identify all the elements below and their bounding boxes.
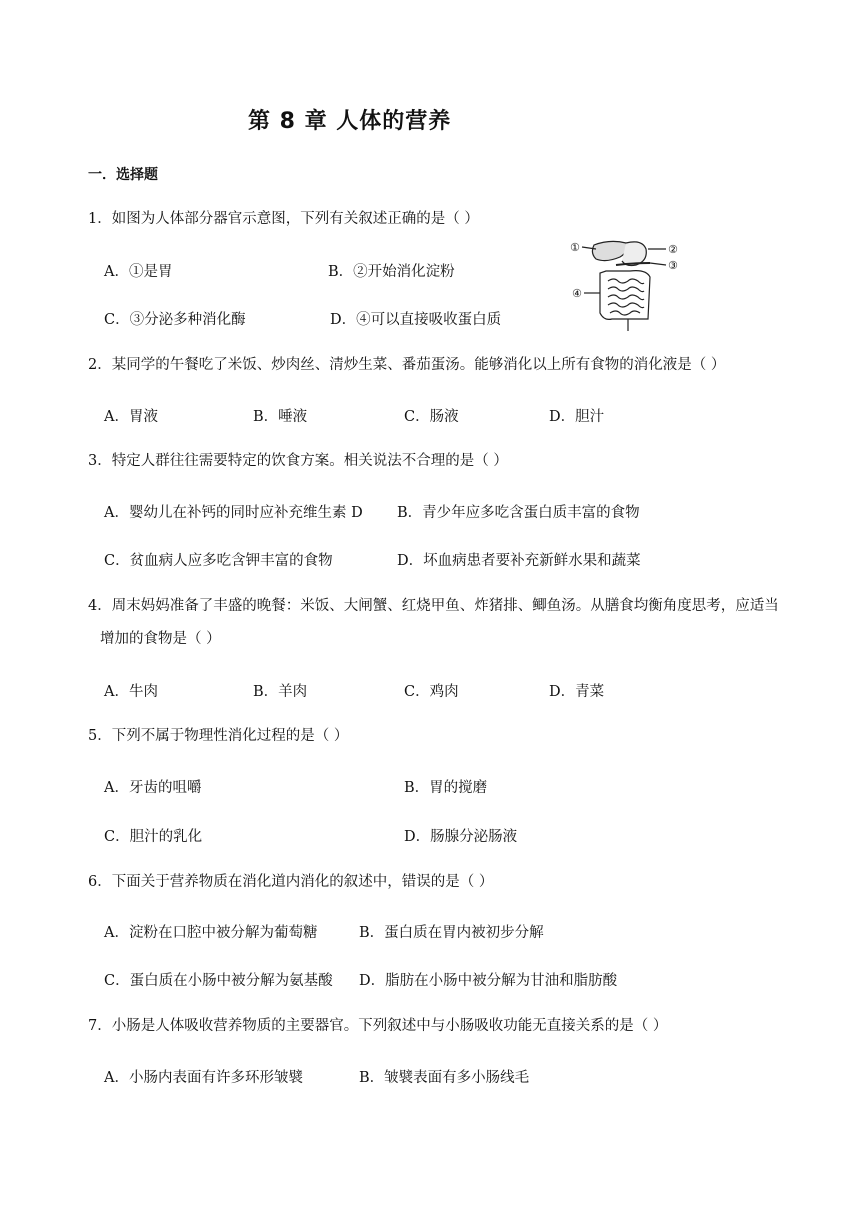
question-4-option-b[interactable]: B．羊肉 [253, 684, 308, 700]
question-7-option-b[interactable]: B．皱襞表面有多小肠线毛 [359, 1070, 530, 1086]
question-5-option-a[interactable]: A．牙齿的咀嚼 [104, 780, 202, 796]
question-4-option-a[interactable]: A．牛肉 [104, 684, 158, 700]
question-3-option-d[interactable]: D．坏血病患者要补充新鲜水果和蔬菜 [397, 553, 641, 569]
question-1-option-a[interactable]: A．①是胃 [104, 264, 173, 280]
page-title: 第 8 章 人体的营养 [248, 109, 452, 134]
question-3-option-b[interactable]: B．青少年应多吃含蛋白质丰富的食物 [397, 505, 640, 521]
question-7-option-a[interactable]: A．小肠内表面有许多环形皱襞 [104, 1070, 303, 1086]
question-2-stem: 2．某同学的午餐吃了米饭、炒肉丝、清炒生菜、番茄蛋汤。能够消化以上所有食物的消化液是（ ） [88, 357, 726, 373]
figure-label-4: ④ [572, 287, 582, 300]
question-7-stem: 7．小肠是人体吸收营养物质的主要器官。下列叙述中与小肠吸收功能无直接关系的是（ ） [88, 1018, 668, 1034]
question-6-option-d[interactable]: D．脂肪在小肠中被分解为甘油和脂肪酸 [359, 973, 618, 989]
question-5-option-b[interactable]: B．胃的搅磨 [404, 780, 488, 796]
question-5-option-c[interactable]: C．胆汁的乳化 [104, 829, 203, 845]
figure-label-1: ① [570, 241, 580, 254]
question-1-option-d[interactable]: D．④可以直接吸收蛋白质 [330, 312, 502, 328]
question-4-option-d[interactable]: D．青菜 [549, 684, 605, 700]
question-6-option-c[interactable]: C．蛋白质在小肠中被分解为氨基酸 [104, 973, 333, 989]
question-1-stem: 1．如图为人体部分器官示意图，下列有关叙述正确的是（ ） [88, 211, 479, 227]
question-6-stem: 6．下面关于营养物质在消化道内消化的叙述中，错误的是（ ） [88, 874, 494, 890]
question-6-option-b[interactable]: B．蛋白质在胃内被初步分解 [359, 925, 544, 941]
question-2-option-b[interactable]: B．唾液 [253, 409, 308, 425]
question-3-stem: 3．特定人群往往需要特定的饮食方案。相关说法不合理的是（ ） [88, 453, 508, 469]
question-2-option-c[interactable]: C．肠液 [404, 409, 459, 425]
question-6-option-a[interactable]: A．淀粉在口腔中被分解为葡萄糖 [104, 925, 318, 941]
question-2-option-a[interactable]: A．胃液 [104, 409, 158, 425]
question-3-option-a[interactable]: A．婴幼儿在补钙的同时应补充维生素 D [104, 505, 363, 521]
question-2-option-d[interactable]: D．胆汁 [549, 409, 605, 425]
figure-label-3: ③ [668, 259, 678, 272]
question-5-option-d[interactable]: D．肠腺分泌肠液 [404, 829, 518, 845]
figure-label-2: ② [668, 243, 678, 256]
question-3-option-c[interactable]: C．贫血病人应多吃含钾丰富的食物 [104, 553, 333, 569]
digestive-organs-figure [570, 233, 690, 333]
question-1-option-c[interactable]: C．③分泌多种消化酶 [104, 312, 246, 328]
question-1-option-b[interactable]: B．②开始消化淀粉 [328, 264, 455, 280]
question-4-option-c[interactable]: C．鸡肉 [404, 684, 459, 700]
question-4-stem: 4．周末妈妈准备了丰盛的晚餐：米饭、大闸蟹、红烧甲鱼、炸猪排、鲫鱼汤。从膳食均衡角度思考，应适当增加的食物是（ ） [88, 598, 779, 647]
section-heading: 一．选择题 [88, 167, 158, 183]
question-5-stem: 5．下列不属于物理性消化过程的是（ ） [88, 728, 349, 744]
